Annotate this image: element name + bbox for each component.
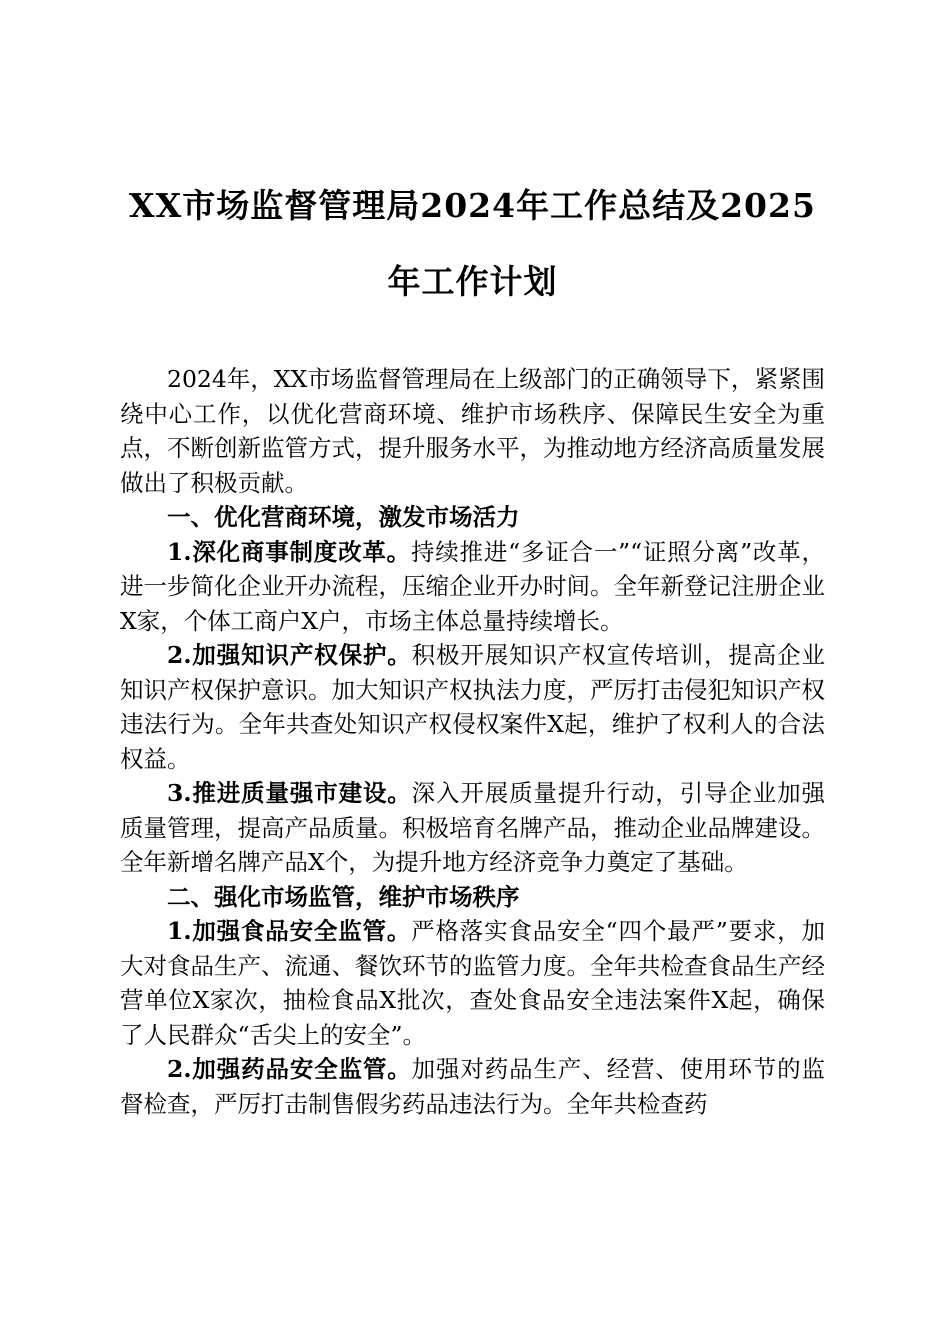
document-body (120, 362, 825, 1121)
document-title (120, 168, 825, 320)
title-line-1: XX市场监督管理局2024年工作总结及2025 (129, 186, 816, 225)
section-1-item-1 (120, 535, 825, 639)
item-lead: 1.加强食品安全监管。 (167, 917, 412, 945)
section-2-heading: 二、强化市场监管，维护市场秩序 (167, 882, 520, 911)
item-text: 严格落实食品安全“四个最严”要求，加大对食品生产、流通、餐饮环节的监管力度。全年共检查食品生产经营单位X家次，抽检食品X批次，查处食品安全违法案件X起，确保了人民群众“舌尖上的安全”。 (120, 917, 825, 1049)
section-2-item-2 (120, 1052, 825, 1121)
intro-paragraph: 2024年，XX市场监督管理局在上级部门的正确领导下，紧紧围绕中心工作，以优化营商环境、维护市场秩序、保障民生安全为重点，不断创新监管方式，提升服务水平，为推动地方经济高质量发展做出了积极贡献。 (120, 365, 825, 497)
item-text: 持续推进“多证合一”“证照分离”改革，进一步简化企业开办流程，压缩企业开办时间。全年新登记注册企业X家，个体工商户X户，市场主体总量持续增长。 (120, 537, 825, 635)
section-1-item-3 (120, 776, 825, 880)
item-lead: 3.推进质量强市建设。 (167, 779, 412, 807)
item-text: 加强对药品生产、经营、使用环节的监督检查，严厉打击制售假劣药品违法行为。全年共检查药 (120, 1055, 825, 1118)
section-1-heading: 一、优化营商环境，激发市场活力 (167, 503, 520, 531)
item-lead: 2.加强知识产权保护。 (167, 641, 412, 669)
title-line-2: 年工作计划 (387, 262, 558, 301)
item-lead: 1.深化商事制度改革。 (167, 537, 411, 566)
item-text: 深入开展质量提升行动，引导企业加强质量管理，提高产品质量。积极培育名牌产品，推动企业品牌建设。全年新增名牌产品X个，为提升地方经济竞争力奠定了基础。 (120, 779, 825, 876)
item-lead: 2.加强药品安全监管。 (167, 1055, 412, 1083)
item-text: 积极开展知识产权宣传培训，提高企业知识产权保护意识。加大知识产权执法力度，严厉打击侵犯知识产权违法行为。全年共查处知识产权侵权案件X起，维护了权利人的合法权益。 (120, 641, 825, 773)
section-1-item-2 (120, 638, 825, 776)
section-2-item-1 (120, 914, 825, 1052)
